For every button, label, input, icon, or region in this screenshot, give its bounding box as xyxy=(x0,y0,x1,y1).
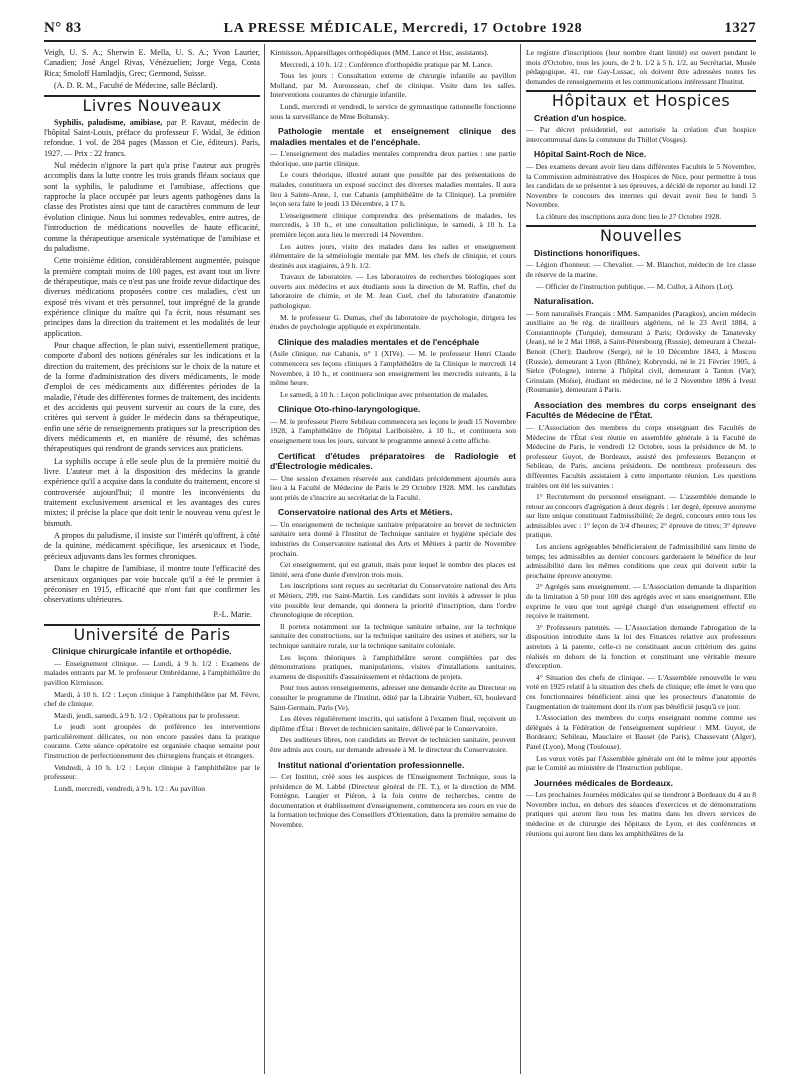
section-title-hopitaux: Hôpitaux et Hospices xyxy=(551,91,731,111)
review-paragraph: Dans le chapitre de l'amibiase, il montre toute l'efficacité des arsenicaux organiques par voie buccale qu'il a été le premier à préconiser en 1915, efficacité que n'ont fait que confirmer les observations ultérieures. xyxy=(44,564,260,605)
review-paragraph: A propos du paludisme, il insiste sur l'intérêt qu'offrent, à côté de la quinine, médicament spécifique, les arsenicaux et l'iode, précieux adjuvants dans les formes chroniques. xyxy=(44,531,260,561)
subsection-text: Vendredi, à 10 h. 1/2 : Leçon clinique à l'amphithéâtre par le professeur. xyxy=(44,762,260,782)
subsection-text: — L'enseignement des maladies mentales comprendra deux parties : une partie théorique, une partie clinique. xyxy=(270,149,516,168)
subsection-title: Certificat d'études préparatoires de Radiologie et d'Électrologie médicales. xyxy=(270,450,516,472)
subsection-text: — Sont naturalisés Français : MM. Sampanides (Paragkos), ancien médecin auxiliaire au 9e rég. de tirailleurs algériens, né le 23 Avril 1884, à Constantinople (Turquie), demeurant à Paris; Ordovsky de Tanatevsky (Jean), né le 2 Mai 1868, à Saint-Pétersbourg (Russie), demeurant à Chezal-Benoit (Cher); Daubrow (Serge), né le 10 Décembre 1843, à Moscou (Russie), demeurant à Lyon (Rhône); Kobrynski, né le 21 Février 1905, à Sielce (Pologne), interne à l'hôpital civil, demeurant à Tanton (Var); Grinstain (Moïse), étudiant en médecine, né le 2 Novembre 1896 à Ivesti (Roumanie), demeurant à Paris. xyxy=(526,308,756,395)
subsection-title: Naturalisation. xyxy=(534,296,594,307)
intro-signature: (A. D. R. M., Faculté de Médecine, salle Béclard). xyxy=(54,81,218,91)
subsection-title: Journées médicales de Bordeaux. xyxy=(534,777,673,788)
section-title-nouvelles: Nouvelles xyxy=(600,226,682,246)
book-title: Syphilis, paludisme, amibiase, xyxy=(54,117,163,127)
journal-title: LA PRESSE MÉDICALE, Mercredi, 17 Octobre 1928 xyxy=(223,21,583,36)
subsection-text: — Cet Institut, créé sous les auspices de l'Enseignement Technique, sous la présidence de M. Labbé (Directeur général de l'E. T.), et la direction de MM. Fontègne, Laugier et Piéron, à la fois centre de recherches, centre de documentation et établissement d'enseignement, commencera ses cours en vue de la formation technique des Conseillers d'Orientation, dans la première semaine de Novembre. xyxy=(270,772,516,829)
review-paragraph: Nul médecin n'ignore la part qu'a prise l'auteur aux progrès accomplis dans la lutte contre les trois grands fléaux sociaux que sont la syphilis, le paludisme et l'amibiase, affections que rapproche la place occupée par leurs agents pathogènes dans la classe des Protistes ainsi que tant de caractères communs de leur évolution clinique. Nous lui sommes redevables, entre autres, de l'introduction de médications nouvelles de haute efficacité, comme la thérapeutique arsenicale systématique de l'amibiase et du paludisme. xyxy=(44,161,260,253)
section-title-livres: Livres Nouveaux xyxy=(82,96,222,116)
subsection-text: Le cours théorique, illustré autant que possible par des présentations de malades, constituera un exposé succinct des diverses maladies mentales. Il aura lieu à Sainte-Anne, 1, rue Cabanis (amphithéâtre de la Clinique). La première leçon sera faite le jeudi 13 Décembre, à 17 h. xyxy=(270,170,516,209)
subsection-text: La clôture des inscriptions aura donc lieu le 27 Octobre 1928. xyxy=(536,211,722,221)
subsection-text: (Asile clinique, rue Cabanis, n° 1 (XIVe). — M. le professeur Henri Claude commencera ses leçons cliniques à l'amphithéâtre de la Clinique le mercredi 14 Novembre, à 10 h., et continuera son enseignement les mercredis suivants, à la même heure. xyxy=(270,349,516,388)
subsection-title: Clinique chirurgicale infantile et orthopédie. xyxy=(52,646,232,657)
book-reference: par P. Ravaut, médecin de l'hôpital Saint-Louis, préface du professeur F. Widal, 3e édition refondue. 1 vol. de 284 pages (Masson et Cie, éditeurs). Paris, 1927. — Prix : 22 francs. xyxy=(44,117,260,158)
paragraph: Kirmisson, Appareillages orthopédiques (MM. Lance et Huc, assistants). xyxy=(270,48,489,57)
subsection-text: — Un enseignement de technique sanitaire préparatoire au brevet de technicien sanitaire sera donné à l'Institut de Technique sanitaire et hygiène spéciale des industries du Conservatoire national des Arts et Métiers à partir de Novembre prochain. xyxy=(270,519,516,558)
subsection-title: Conservatoire national des Arts et Métiers. xyxy=(278,507,453,518)
review-paragraph: La syphilis occupe à elle seule plus de la première moitié du livre. L'auteur met à la disposition des médecins la grande expérience qu'il a acquise dans la conduite du traitement, encore si controversée aujourd'hui; il montre les inconvénients du traitement exclusivement arsenical et les avantages des cures mixtes; il précise la place que doit tenir le nouveau venu qu'est le bismuth. xyxy=(44,456,260,528)
subsection-title: Clinique Oto-rhino-laryngologique. xyxy=(278,404,421,415)
subsection-text: — M. le professeur Pierre Sebileau commencera ses leçons le jeudi 15 Novembre 1928, à l'amphithéâtre de l'hôpital Lariboisière, à 10 h., et continuera son enseignement tous les jours, suivant le programme annexé à cette affiche. xyxy=(270,416,516,445)
paragraph: Lundi, mercredi et vendredi, le service de gymnastique rationnelle fonctionne sous la surveillance de Mme Boltansky. xyxy=(270,101,516,121)
column-1 xyxy=(44,48,260,1074)
subsection-text: — Par décret présidentiel, est autorisée la création d'un hospice intercommunal dans la commune du Thillot (Vosges). xyxy=(526,125,756,144)
column-2 xyxy=(270,48,516,1074)
subsection-text: Le samedi, à 10 h. : Leçon policlinique avec présentation de malades. xyxy=(280,389,489,399)
subsection-text: Pour tous autres renseignements, adresser une demande écrite au Directeur ou consulter le programme de l'Institut, édité par la Librairie Vuibert, 63, boulevard Saint-Germain, Paris (Ve). xyxy=(270,683,516,712)
subsection-text: Il portera notamment sur la technique sanitaire urbaine, sur la technique sanitaire des constructions, sur la technique sanitaire des usines et ateliers, sur la technique sanitaire rurale, sur la technique sanitaire coloniale. xyxy=(270,621,516,650)
subsection-text: Les élèves régulièrement inscrits, qui satisfont à l'examen final, reçoivent un diplôme d'État : Brevet de technicien sanitaire, délivré par le Conservatoire. xyxy=(270,714,516,733)
paragraph: Mercredi, à 10 h. 1/2 : Conférence d'orthopédie pratique par M. Lance. xyxy=(280,59,493,69)
subsection-text: Les leçons théoriques à l'amphithéâtre seront complétées par des démonstrations pratiques, manipulations, visites d'installations sanitaires, examens de dispositifs d'assainissement et rédactions de projets. xyxy=(270,652,516,681)
subsection-text: 4° Situation des chefs de clinique. — L'Assemblée renouvelle le vœu voté en 1925 relatif à la situation des chefs de clinique; elle émet le vœu que ces fonctionnaires bénéficient ainsi que les prosecteurs d'anatomie de l'augmentation de traitement dont ils n'ont pas bénéficié jusqu'à ce jour. xyxy=(526,672,756,711)
subsection-text: 3° Professeurs patentés. — L'Association demande l'abrogation de la disposition introduite dans la loi des Finances relative aux professeurs astreints à la patente, celle-ci ne constituant aucun critérium des gains réalisés en dehors de la fonction et constituant une véritable mesure d'exception. xyxy=(526,622,756,671)
subsection-text: Mardi, à 10 h. 1/2 : Leçon clinique à l'amphithéâtre par M. Fèvre, chef de clinique. xyxy=(44,689,260,709)
page-number: 1327 xyxy=(724,20,756,36)
subsection-title: Clinique des maladies mentales et de l'encéphale xyxy=(278,336,480,347)
intro-text: Veigh, U. S. A.; Sherwin E. Mella, U. S. A.; Yvon Laurier, Canadien; José Angel Rivas, Vénézuelien; Jorge Vega, Costa Rica; Smoloff Hamladjis, Grec; Germond, Suisse. xyxy=(44,48,260,78)
subsection-text: Les anciens agrégeables bénéficieraient de l'admissibilité sans limite de temps; les admissibles au dernier concours garderaient le bénéfice de leur admissibilité dans les mêmes conditions que ceux qui doivent subir la prochaine épreuve anonyme. xyxy=(526,542,756,580)
subsection-text: — Une session d'examen réservée aux candidats précédemment ajournés aura lieu à la Faculté de Médecine de Paris le 29 Octobre 1928. MM. les candidats sont priés de s'inscrire au secrétariat de la Faculté. xyxy=(270,473,516,502)
subsection-text: Le jeudi sont groupées de préférence les interventions particulièrement délicates, ou non encore passées dans la pratique courante. Cette séance opératoire est organisée chaque semaine pour l'instruction de perfectionnement des chirurgiens français et étrangers. xyxy=(44,722,260,761)
subsection-title: Institut national d'orientation professionnelle. xyxy=(278,759,465,770)
subsection-text: — Enseignement clinique. — Lundi, à 9 h. 1/2 : Examens de malades entrants par M. le professeur Ombrédanne, à l'amphithéâtre du pavillon Kirmisson. xyxy=(44,658,260,687)
subsection-text: M. le professeur G. Dumas, chef du laboratoire de psychologie, dirigera les études de psychologie appliquée et expérimentale. xyxy=(270,312,516,332)
subsection-text: — Officier de l'instruction publique. — M. Cullot, à Aihors (Lot). xyxy=(536,281,734,291)
subsection-text: 1° Recrutement du personnel enseignant. — L'assemblée demande le retour au concours d'agrégation à deux degrés : 1er degré, épreuve anonyme sur liste unique constituant l'admissibilité; 2e degré, concours entre tous les admissibles avec : 1° leçon de 3/4 d'heures; 2° épreuve de titres; 3° épreuve pratique. xyxy=(526,492,756,540)
subsection-title: Distinctions honorifiques. xyxy=(534,247,640,258)
header-rule xyxy=(44,40,756,42)
subsection-text: Les autres jours, visite des malades dans les salles et enseignement élémentaire de la séméiologie mentale par MM. les chefs de clinique, et cours destinés aux stagiaires, à 9 h. 1/2. xyxy=(270,241,516,270)
subsection-text: Mardi, jeudi, samedi, à 9 h. 1/2 : Opérations par le professeur. xyxy=(54,710,240,720)
subsection-text: — L'Association des membres du corps enseignant des Facultés de Médecine de l'État s'est réunie en assemblée générale à la Faculté de Médecine de Paris, le vendredi 12 Octobre, sous la présidence de M. le professeur Guyot, de Bordeaux, assisté des professeurs Bezançon et Sebileau, de Paris, anciens présidents. De nombreux professeurs des différentes Facultés assistaient à cette importante réunion. Les questions traitées ont été les suivantes : xyxy=(526,422,756,490)
subsection-text: Lundi, mercredi, vendredi, à 9 h. 1/2 : Au pavillon xyxy=(54,783,206,793)
subsection-text: Travaux de laboratoire. — Les laboratoires de recherches biologiques sont ouverts aux médecins et aux étudiants sous la direction de M. Raffin, chef du laboratoire de chimie, et de M. Jean Cuel, chef du laboratoire d'anatomie pathologique. xyxy=(270,272,516,311)
paragraph: Le registre d'inscriptions (leur nombre étant limité) est ouvert pendant le mois d'Octobre, tous les jours, de 2 h. 1/2 à 5 h. 1/2, au Secrétariat, Musée pédagogique, 41, rue Gay-Lussac, où doivent être adressées toutes les demandes de renseignements et les communications intéressant l'Institut. xyxy=(526,48,756,86)
review-paragraph: Cette troisième édition, considérablement augmentée, puisque la première comptait moins de 100 pages, est avant tout un livre de thérapeutique, mais ce n'est pas une froide revue didactique des diverses médications proposées contre ces maladies, c'est un exposé très vivant et très personnel, tout imprégné de la grande expérience clinique du maître qui l'a écrit, nous résumant ses principes dans la direction du traitement et les modalités de leur application. xyxy=(44,256,260,338)
subsection-text: L'Association des membres du corps enseignant nomme comme ses délégués à la Fédération de l'enseignement supérieur : MM. Guyot, de Bordeaux; Sebileau, Mauclaire et Basset (de Paris), Chassevant (Alger), Patel (Lyon), Moog (Toulouse). xyxy=(526,713,756,751)
subsection-title: Création d'un hospice. xyxy=(534,112,627,123)
column-divider xyxy=(264,44,265,1074)
review-paragraph: Pour chaque affection, le plan suivi, essentiellement pratique, comporte d'abord des notions générales sur les indications et la direction du traitement, des précisions sur le choix de la nature et de la forme d'administration des divers médicaments, le mode d'emploi de ces médicaments aux différentes périodes de la maladie, l'étude des différentes formes de traitement, des incidents et des accidents qui peuvent survenir au cours de la cure, des critères qui servent à guider le médecin dans sa thérapeutique, enfin une série de renseignements pratiques sur la prescription des divers médicaments et, en manière de résumé, des schémas thérapeutiques qui rendront de grands services aux praticiens. xyxy=(44,340,260,454)
subsection-text: 2° Agrégés sans enseignement. — L'Association demande la disparition de la limitation à 50 pour 100 des agrégés avec et sans enseignement. Elle exprime le vœu que tout agrégé chargé d'un enseignement effectif en reçoive le traitement. xyxy=(526,582,756,621)
subsection-title: Hôpital Saint-Roch de Nice. xyxy=(534,149,647,160)
subsection-text: — Légion d'honneur. — Chevalier. — M. Blanchot, médecin de 1re classe de réserve de la marine. xyxy=(526,260,756,279)
subsection-title: Association des membres du corps enseignant des Facultés de Médecine de l'État. xyxy=(526,399,756,421)
subsection-text: L'enseignement clinique comprendra des présentations de malades, les mercredis, à 10 h., et une consultation policlinique, le samedi, à 10 h. La première leçon aura lieu le mercredi 14 Novembre. xyxy=(270,210,516,239)
subsection-text: Les inscriptions sont reçues au secrétariat du Conservatoire national des Arts et Métiers, 299, rue Saint-Martin. Les candidats sont invités à adresser le plus vite possible leur demande, qui donnera la priorité d'inscription, dans l'ordre chronologique de réception. xyxy=(270,581,516,620)
section-title-universite: Université de Paris xyxy=(73,624,231,644)
paragraph: Tous les jours : Consultation externe de chirurgie infantile au pavillon Molland, par M. Auroussean, chef de clinique. Visite dans les salles. Interventions courantes de chirurgie infantile. xyxy=(270,71,516,100)
subsection-title: Pathologie mentale et enseignement clinique des maladies mentales et de l'encéphale. xyxy=(270,126,516,147)
subsection-text: — Les prochaines Journées médicales qui se tiendront à Bordeaux du 4 au 8 Novembre inclus, en dehors des séances d'exercices et de démonstrations pratiques qui auront lieu tous les matins dans les divers services de médecine et de chirurgie des hôpitaux de Lyon, et des conférences et réunions qui auront lieu dans les amphithéâtres de la xyxy=(526,790,756,838)
page-header xyxy=(44,20,756,40)
review-signature: P.-L. Marie. xyxy=(213,609,252,619)
subsection-text: Cet enseignement, qui est gratuit, mais pour lequel le nombre des places est limité, sera d'une durée d'environ trois mois. xyxy=(270,560,516,579)
column-3 xyxy=(526,48,756,1074)
subsection-text: Des auditeurs libres, non candidats au Brevet de technicien sanitaire, peuvent être admis aux cours, sur demande adressée à M. le directeur du Conservatoire. xyxy=(270,735,516,754)
subsection-text: — Des examens devant avoir lieu dans différentes Facultés le 5 Novembre, la Commission administrative des Hospices de Nice, pour permettre à tous les candidats de se présenter à ses épreuves, a décidé de reporter au lundi 12 Novembre le concours des internes qui devait avoir lieu le lundi 5 Novembre. xyxy=(526,161,756,210)
column-divider xyxy=(520,44,521,1074)
issue-number: N° 83 xyxy=(44,20,82,36)
subsection-text: Les vœux votés par l'Assemblée générale ont été le même jour apportés par le Comité au ministère de l'Instruction publique. xyxy=(526,753,756,773)
